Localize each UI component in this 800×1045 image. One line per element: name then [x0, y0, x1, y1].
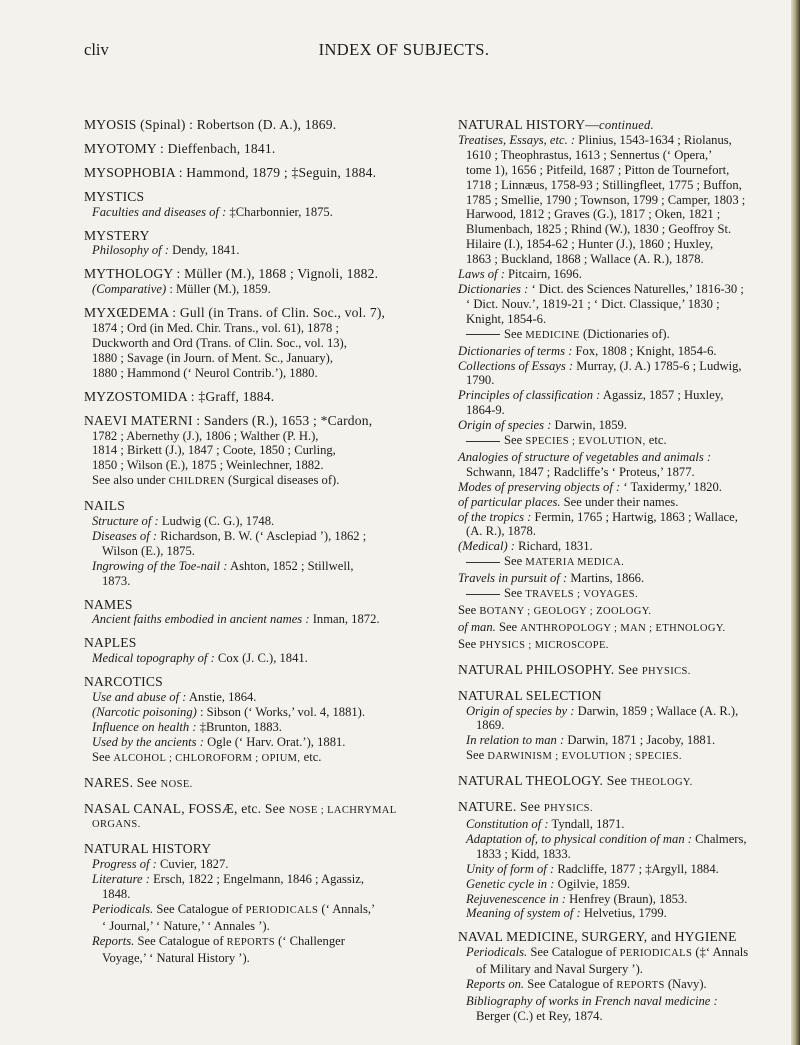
ditto-dash	[466, 441, 500, 442]
entry-line: Literature : Ersch, 1822 ; Engelmann, 1846 ; Agassiz,	[92, 872, 365, 887]
cross-reference: CHILDREN	[168, 476, 225, 488]
cross-reference: BOTANY ; GEOLOGY ; ZOOLOGY.	[479, 606, 652, 617]
entry-line: Principles of classification : Agassiz, 1857 ; Huxley,	[458, 388, 724, 403]
entry-line: Periodicals. See Catalogue of PERIODICALS (‡‘ Annals	[466, 945, 749, 960]
entry-line: 1718 ; Linnæus, 1758-93 ; Stillingfleet, 1775 ; Buffon,	[466, 177, 742, 192]
entry-natural-theology: NATURAL THEOLOGY. See THEOLOGY.	[458, 773, 693, 789]
entry-heading: MYSTICS	[84, 188, 145, 204]
entry-nares: NARES. See NOSE.	[84, 774, 193, 790]
entry-natural-philosophy: NATURAL PHILOSOPHY. See PHYSICS.	[458, 661, 691, 677]
cross-reference: THEOLOGY.	[630, 777, 693, 789]
entry-naevi-materni	[84, 414, 446, 491]
entry-heading: MYXŒDEMA : Gull (in Trans. of Clin. Soc., vol. 7),	[84, 305, 386, 321]
entry-heading: NARCOTICS	[84, 674, 163, 690]
entry-line: Structure of : Ludwig (C. G.), 1748.	[92, 514, 275, 529]
entry-line: Used by the ancients : Ogle (‘ Harv. Orat.’), 1881.	[92, 734, 346, 749]
entry-line: Meaning of system of : Helvetius, 1799.	[466, 906, 667, 921]
entry-line: 1610 ; Theophrastus, 1613 ; Sennertus (‘ Opera,’	[466, 147, 713, 162]
entry-line: Schwann, 1847 ; Radcliffe’s ‘ Proteus,’ 1877.	[466, 464, 695, 479]
entry-line: Periodicals. See Catalogue of PERIODICALS (‘ Annals,’	[92, 901, 376, 916]
entry-line: 1880 ; Hammond (‘ Neurol Contrib.’), 1880.	[92, 365, 318, 380]
cross-reference: REPORTS	[616, 980, 665, 992]
entry-myotomy: MYOTOMY : Dieffenbach, 1841.	[84, 140, 276, 156]
entry-line: See MEDICINE (Dictionaries of).	[458, 327, 788, 344]
entry-line: Dictionaries of terms : Fox, 1808 ; Knight, 1854-6.	[458, 343, 717, 358]
entry-natural-selection	[458, 689, 788, 766]
entry-line	[84, 205, 446, 220]
entry-heading: NAEVI MATERNI : Sanders (R.), 1653 ; *Cardon,	[84, 412, 373, 428]
right-column	[458, 118, 788, 1033]
entry-label: Philosophy of :	[92, 243, 169, 258]
entry-line: Wilson (E.), 1875.	[102, 543, 195, 558]
cross-reference: PERIODICALS	[245, 904, 319, 916]
entry-line: See BOTANY ; GEOLOGY ; ZOOLOGY.	[458, 603, 652, 617]
entry-text: ‡Charbonnier, 1875.	[229, 204, 333, 219]
ditto-dash	[466, 594, 500, 595]
page-header	[84, 40, 724, 64]
entry-myosis: MYOSIS (Spinal) : Robertson (D. A.), 1869.	[84, 117, 337, 132]
entry-line: of Military and Naval Surgery ’).	[476, 962, 643, 977]
entry-line: Duckworth and Ord (Trans. of Clin. Soc., vol. 13),	[92, 335, 347, 350]
entry-line: Diseases of : Richardson, B. W. (‘ Asclepiad ’), 1862 ;	[92, 528, 367, 543]
entry-line: See ALCOHOL ; CHLOROFORM ; OPIUM, etc.	[92, 749, 322, 764]
entry-line	[84, 243, 446, 258]
entry-line: Bibliography of works in French naval medicine :	[466, 993, 718, 1008]
entry-myxoedema	[84, 306, 446, 381]
entry-line: (A. R.), 1878.	[466, 524, 536, 539]
entry-line: Knight, 1854-6.	[466, 311, 547, 326]
entry-line: Influence on health : ‡Brunton, 1883.	[92, 719, 282, 734]
entry-heading: NATURE. See PHYSICS.	[458, 799, 593, 815]
entry-label: (Comparative)	[92, 282, 167, 297]
entry-myzostomida: MYZOSTOMIDA : ‡Graff, 1884.	[84, 388, 275, 404]
entry-line: Unity of form of : Radcliffe, 1877 ; ‡Argyll, 1884.	[466, 861, 719, 876]
cross-reference: PHYSICS.	[543, 803, 593, 815]
entry-line: 1814 ; Birkett (J.), 1847 ; Coote, 1850 ; Curling,	[92, 443, 336, 458]
entry-line: ‘ Dict. Nouv.’, 1819-21 ; ‘ Dict. Classique,’ 1830 ;	[466, 296, 720, 311]
entry-nasal-canal	[84, 802, 446, 834]
entry-label: Faculties and diseases of :	[92, 204, 227, 219]
cross-reference: SPECIES ; EVOLUTION,	[525, 436, 646, 448]
entry-line: Voyage,’ ‘ Natural History ’).	[102, 950, 250, 965]
entry-line: 1863 ; Buckland, 1868 ; Wallace (A. R.), 1878.	[466, 252, 704, 267]
entry-mystery	[84, 229, 446, 259]
entry-natural-history-continued	[458, 118, 788, 654]
entry-line: Use and abuse of : Anstie, 1864.	[92, 690, 257, 705]
entry-line: Genetic cycle in : Ogilvie, 1859.	[466, 876, 631, 891]
entry-line: (Narcotic poisoning) : Sibson (‘ Works,’ vol. 4, 1881).	[92, 705, 366, 719]
entry-line	[84, 282, 446, 297]
entry-heading: NAMES	[84, 596, 133, 612]
entry-line: of the tropics : Fermin, 1765 ; Hartwig, 1863 ; Wallace,	[458, 509, 738, 524]
entry-naval-medicine	[458, 930, 788, 1023]
entry-line: 1880 ; Savage (in Journ. of Ment. Sc., January),	[92, 350, 333, 365]
cross-reference: PHYSICS.	[641, 665, 691, 677]
entry-line: Origin of species by : Darwin, 1859 ; Wallace (A. R.),	[466, 703, 739, 718]
entry-line: of particular places. See under their names.	[458, 494, 679, 509]
entry-line: ‘ Journal,’ ‘ Nature,’ ‘ Annales ’).	[102, 918, 270, 933]
left-column	[84, 118, 446, 975]
entry-line: Dictionaries : ‘ Dict. des Sciences Naturelles,’ 1816-30 ;	[458, 281, 744, 296]
entry-text: : Müller (M.), 1859.	[169, 282, 271, 297]
entry-heading: NATURAL SELECTION	[458, 687, 602, 703]
cross-reference: TRAVELS ; VOYAGES.	[525, 589, 639, 601]
entry-line: 1785 ; Smellie, 1790 ; Townson, 1799 ; Camper, 1803 ;	[466, 192, 746, 207]
entry-heading: NAPLES	[84, 635, 137, 651]
entry-nature	[458, 800, 788, 921]
entry-line: 1869.	[476, 718, 505, 733]
entry-heading: MYTHOLOGY : Müller (M.), 1868 ; Vignoli, 1882.	[84, 266, 379, 282]
entry-line: 1848.	[102, 887, 131, 902]
entry-line: In relation to man : Darwin, 1871 ; Jacoby, 1881.	[466, 733, 716, 748]
entry-line: See SPECIES ; EVOLUTION, etc.	[458, 433, 788, 450]
entry-line: Ancient faiths embodied in ancient names : Inman, 1872.	[92, 612, 380, 627]
entry-line: Reports. See Catalogue of REPORTS (‘ Challenger	[92, 933, 345, 948]
entry-line: tome 1), 1656 ; Pitfeild, 1687 ; Pitton de Tournefort,	[466, 162, 730, 177]
entry-line: Treatises, Essays, etc. : Plinius, 1543-1634 ; Riolanus,	[458, 132, 732, 147]
entry-text: Dendy, 1841.	[172, 243, 240, 258]
cross-reference: ORGANS.	[92, 819, 141, 831]
cross-reference: ALCOHOL ; CHLOROFORM ; OPIUM,	[113, 752, 301, 764]
entry-line: See TRAVELS ; VOYAGES.	[458, 586, 788, 603]
entry-line: See DARWINISM ; EVOLUTION ; SPECIES.	[466, 748, 682, 763]
page-number: cliv	[84, 40, 109, 59]
cross-reference: DARWINISM ; EVOLUTION ; SPECIES.	[487, 751, 682, 763]
entry-line: Hilaire (I.), 1854-62 ; Hunter (J.), 1860 ; Huxley,	[466, 237, 714, 252]
entry-heading: NAILS	[84, 498, 126, 514]
entry-natural-history	[84, 842, 446, 965]
entry-heading: NASAL CANAL, FOSSÆ, etc. See NOSE ; LACHRYMAL	[84, 800, 397, 816]
entry-line: Constitution of : Tyndall, 1871.	[466, 816, 625, 831]
book-page-edge	[791, 0, 800, 1045]
cross-reference: NOSE.	[160, 778, 193, 790]
entry-heading: NATURAL HISTORY	[84, 841, 212, 857]
entry-line: Laws of : Pitcairn, 1696.	[458, 267, 582, 282]
entry-line: Analogies of structure of vegetables and animals :	[458, 449, 712, 464]
cross-reference: MEDICINE	[525, 329, 580, 341]
entry-mythology	[84, 267, 446, 297]
entry-line: Reports on. See Catalogue of REPORTS (Navy).	[466, 977, 707, 992]
cross-reference: REPORTS	[226, 936, 275, 948]
entry-mystics	[84, 190, 446, 220]
entry-naples	[84, 636, 446, 666]
entry-line: Ingrowing of the Toe-nail : Ashton, 1852 ; Stillwell,	[92, 558, 354, 573]
page-title: INDEX OF SUBJECTS.	[318, 40, 490, 59]
entry-nails	[84, 499, 446, 588]
entry-line: 1790.	[466, 373, 495, 388]
entry-line: 1873.	[102, 573, 131, 588]
entry-names	[84, 598, 446, 628]
entry-line: of man. See ANTHROPOLOGY ; MAN ; ETHNOLOGY.	[458, 619, 726, 634]
ditto-dash	[466, 334, 500, 335]
entry-line: See MATERIA MEDICA.	[458, 554, 788, 571]
entry-line: Modes of preserving objects of : ‘ Taxidermy,’ 1820.	[458, 479, 722, 494]
cross-reference: PERIODICALS	[619, 948, 693, 960]
entry-line: Berger (C.) et Rey, 1874.	[476, 1008, 603, 1023]
entry-line: Collections of Essays : Murray, (J. A.) 1785-6 ; Ludwig,	[458, 358, 742, 373]
entry-line: 1874 ; Ord (in Med. Chir. Trans., vol. 61), 1878 ;	[92, 321, 339, 336]
entry-line: 1833 ; Kidd, 1833.	[476, 846, 571, 861]
entry-heading: MYSTERY	[84, 227, 150, 243]
entry-mysophobia: MYSOPHOBIA : Hammond, 1879 ; ‡Seguin, 1884.	[84, 164, 377, 180]
entry-line: 1864-9.	[466, 403, 505, 418]
entry-line: Progress of : Cuvier, 1827.	[92, 857, 229, 872]
entry-line: Rejuvenescence in : Henfrey (Braun), 1853.	[466, 891, 688, 906]
entry-line: Travels in pursuit of : Martins, 1866.	[458, 571, 645, 586]
cross-reference: MATERIA MEDICA.	[525, 557, 625, 569]
entry-line: Blumenbach, 1825 ; Rhind (W.), 1830 ; Geoffroy St.	[466, 222, 732, 237]
entry-narcotics	[84, 675, 446, 766]
entry-line: Medical topography of : Cox (J. C.), 1841.	[92, 651, 308, 666]
entry-line: 1850 ; Wilson (E.), 1875 ; Weinlechner, 1882.	[92, 458, 324, 473]
entry-heading: NAVAL MEDICINE, SURGERY, and HYGIENE	[458, 929, 737, 945]
entry-line: (Medical) : Richard, 1831.	[458, 539, 593, 554]
entry-line: Harwood, 1812 ; Graves (G.), 1817 ; Oken, 1821 ;	[466, 207, 721, 222]
ditto-dash	[466, 562, 500, 563]
entry-line: Origin of species : Darwin, 1859.	[458, 418, 627, 433]
cross-reference: NOSE ; LACHRYMAL	[288, 804, 397, 816]
entry-line: Adaptation of, to physical condition of man : Chalmers,	[466, 831, 747, 846]
cross-reference: PHYSICS ; MICROSCOPE.	[479, 639, 609, 651]
entry-line: 1782 ; Abernethy (J.), 1806 ; Walther (P. H.),	[92, 428, 319, 443]
entry-line: See PHYSICS ; MICROSCOPE.	[458, 636, 609, 651]
entry-heading: NATURAL HISTORY—continued.	[458, 117, 654, 132]
cross-reference: ANTHROPOLOGY ; MAN ; ETHNOLOGY.	[520, 622, 726, 634]
entry-line: See also under CHILDREN (Surgical diseases of).	[92, 473, 340, 488]
